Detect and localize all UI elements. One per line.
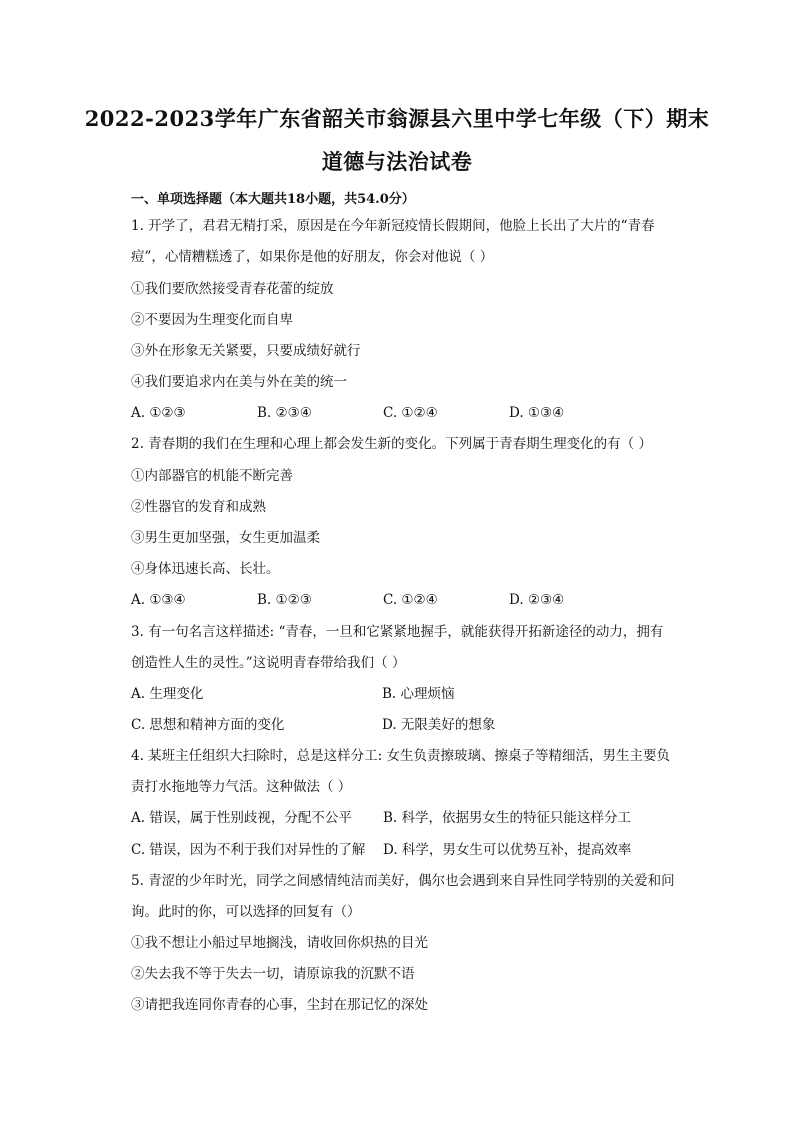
question-5-item-2: ②失去我不等于失去一切，请原谅我的沉默不语 — [131, 966, 415, 982]
question-2-item-1: ①内部器官的机能不断完善 — [131, 468, 293, 484]
question-1-item-2: ②不要因为生理变化而自卑 — [131, 312, 293, 328]
question-4-option-b: B. 科学，依据男女生的特征只能这样分工 — [383, 810, 632, 826]
question-4-option-c: C. 错误，因为不利于我们对异性的了解 — [131, 842, 366, 858]
question-4-stem-line-2: 责打水拖地等力气活。这种做法（ ） — [131, 779, 352, 795]
question-2-option-c: C. ①②④ — [383, 592, 438, 608]
question-1-option-a: A. ①②③ — [131, 405, 186, 421]
question-4-option-d: D. 科学，男女生可以优势互补，提高效率 — [383, 842, 632, 858]
question-5-stem-line-1: 5. 青涩的少年时光，同学之间感情纯洁而美好，偶尔也会遇到来自异性同学特别的关爱和问 — [131, 873, 675, 889]
question-4-stem-line-1: 4. 某班主任组织大扫除时，总是这样分工: 女生负责擦玻璃、擦桌子等精细活，男生主要负 — [131, 748, 671, 764]
question-2-option-b: B. ①②③ — [257, 592, 312, 608]
question-1-item-3: ③外在形象无关紧要，只要成绩好就行 — [131, 343, 361, 359]
question-2-option-d: D. ②③④ — [509, 592, 565, 608]
question-4-option-a: A. 错误，属于性别歧视，分配不公平 — [131, 810, 352, 826]
question-1-option-c: C. ①②④ — [383, 405, 438, 421]
question-2-item-4: ④身体迅速长高、长壮。 — [131, 561, 280, 577]
question-3-option-b: B. 心理烦恼 — [382, 686, 455, 702]
question-1-item-1: ①我们要欣然接受青春花蕾的绽放 — [131, 281, 334, 297]
question-2-stem-line-1: 2. 青春期的我们在生理和心理上都会发生新的变化。下列属于青春期生理变化的有（ ） — [131, 436, 652, 452]
question-1-option-b: B. ②③④ — [257, 405, 312, 421]
question-2-item-2: ②性器官的发育和成熟 — [131, 499, 266, 515]
question-2-item-3: ③男生更加坚强，女生更加温柔 — [131, 530, 320, 546]
exam-title-line-1: 2022-2023学年广东省韶关市翁源县六里中学七年级（下）期末 — [84, 106, 710, 131]
question-1-option-d: D. ①③④ — [509, 405, 565, 421]
question-3-option-a: A. 生理变化 — [131, 686, 204, 702]
question-1-item-4: ④我们要追求内在美与外在美的统一 — [131, 374, 347, 390]
question-5-item-1: ①我不想让小船过早地搁浅，请收回你炽热的目光 — [131, 935, 428, 951]
question-1-stem-line-1: 1. 开学了，君君无精打采，原因是在今年新冠疫情长假期间，他脸上长出了大片的“青春 — [131, 218, 655, 234]
question-5-item-3: ③请把我连同你青春的心事，尘封在那记忆的深处 — [131, 997, 428, 1013]
question-5-stem-line-2: 询。此时的你，可以选择的回复有（） — [131, 904, 361, 920]
question-1-stem-line-2: 痘”，心情糟糕透了，如果你是他的好朋友，你会对他说（ ） — [131, 249, 494, 265]
question-2-option-a: A. ①③④ — [131, 592, 186, 608]
question-3-option-d: D. 无限美好的想象 — [382, 717, 496, 733]
exam-title-line-2: 道德与法治试卷 — [321, 149, 473, 174]
section-heading: 一、单项选择题（本大题共18小题，共54.0分） — [131, 192, 415, 207]
question-3-option-c: C. 思想和精神方面的变化 — [131, 717, 285, 733]
question-3-stem-line-2: 创造性人生的灵性。”这说明青春带给我们（ ） — [131, 655, 406, 671]
question-3-stem-line-1: 3. 有一句名言这样描述: “青春，一旦和它紧紧地握手，就能获得开拓新途径的动力，拥有 — [131, 624, 664, 640]
